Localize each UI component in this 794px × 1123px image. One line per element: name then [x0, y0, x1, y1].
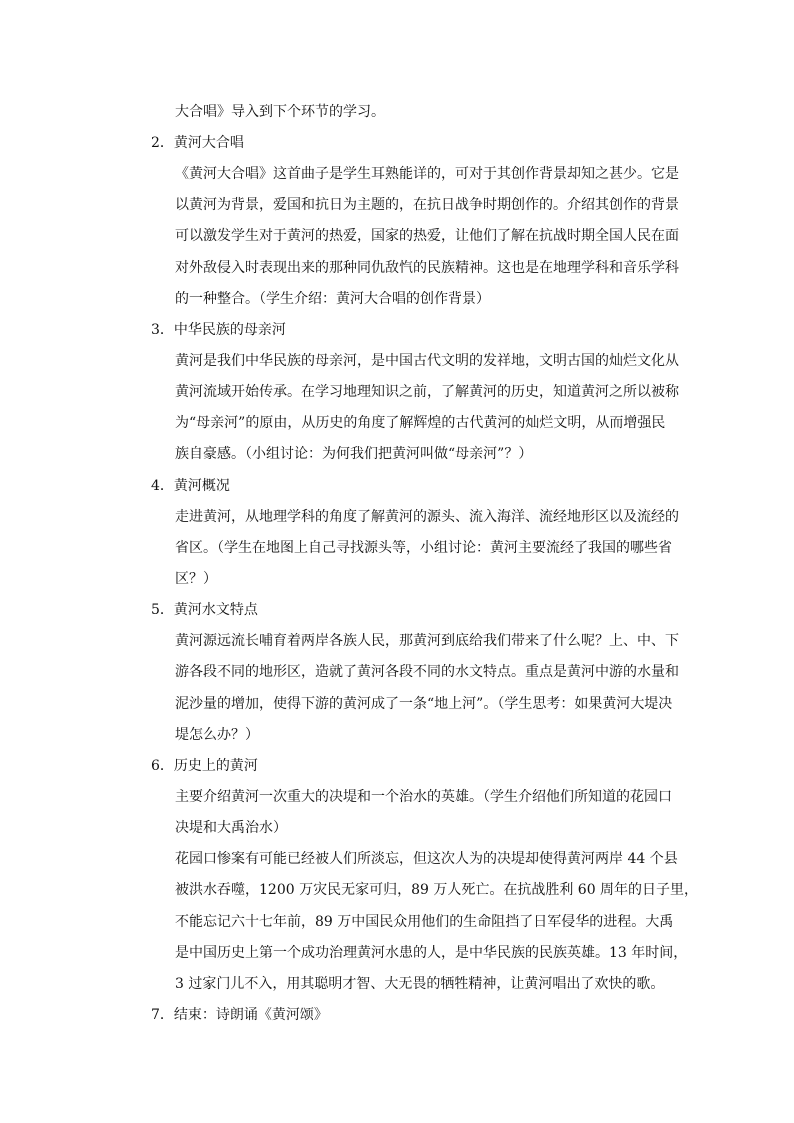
paragraph-line: 走进黄河，从地理学科的角度了解黄河的源头、流入海洋、流经地形区以及流经的 — [175, 509, 679, 525]
paragraph-line: 游各段不同的地形区，造就了黄河各段不同的水文特点。重点是黄河中游的水量和 — [175, 664, 679, 680]
section-heading-4: 4．黄河概况 — [151, 478, 230, 494]
paragraph-line: 对外敌侵入时表现出来的那种同仇敌忾的民族精神。这也是在地理学科和音乐学科 — [175, 260, 679, 276]
paragraph-line: 决堤和大禹治水） — [175, 820, 287, 836]
paragraph-line: 族自豪感。（小组讨论：为何我们把黄河叫做“母亲河”？） — [175, 446, 533, 462]
paragraph-line: 可以激发学生对于黄河的热爱，国家的热爱，让他们了解在抗战时期全国人民在面 — [175, 228, 679, 244]
paragraph-line: 被洪水吞噬，1200 万灾民无家可归，89 万人死亡。在抗战胜利 60 周年的日子里， — [175, 882, 699, 898]
paragraph-line: 主要介绍黄河一次重大的决堤和一个治水的英雄。（学生介绍他们所知道的花园口 — [175, 789, 672, 805]
paragraph-line: 以黄河为背景，爱国和抗日为主题的，在抗日战争时期创作的。介绍其创作的背景 — [175, 197, 679, 213]
paragraph-line: 黄河是我们中华民族的母亲河，是中国古代文明的发祥地，文明古国的灿烂文化从 — [175, 353, 679, 369]
paragraph-line: 省区。（学生在地图上自己寻找源头等，小组讨论：黄河主要流经了我国的哪些省 — [175, 540, 672, 556]
paragraph-line: 黄河流域开始传承。在学习地理知识之前，了解黄河的历史，知道黄河之所以被称 — [175, 384, 679, 400]
paragraph-line: 不能忘记六十七年前，89 万中国民众用他们的生命阻挡了日军侵华的进程。大禹 — [175, 914, 674, 930]
section-heading-2: 2．黄河大合唱 — [151, 135, 244, 151]
intro-line: 大合唱》导入到下个环节的学习。 — [175, 104, 385, 120]
section-heading-5: 5．黄河水文特点 — [151, 602, 258, 618]
paragraph-line: 3 过家门儿不入，用其聪明才智、大无畏的牺牲精神，让黄河唱出了欢快的歌。 — [175, 976, 665, 992]
paragraph-line: 黄河源远流长哺育着两岸各族人民，那黄河到底给我们带来了什么呢？上、中、下 — [175, 633, 679, 649]
paragraph-line: 区？） — [175, 571, 217, 587]
paragraph-line: 《黄河大合唱》这首曲子是学生耳熟能详的，可对于其创作背景却知之甚少。它是 — [175, 166, 679, 182]
paragraph-line: 为“母亲河”的原由，从历史的角度了解辉煌的古代黄河的灿烂文明，从而增强民 — [175, 415, 666, 431]
paragraph-line: 的一种整合。（学生介绍：黄河大合唱的创作背景） — [175, 291, 490, 307]
section-heading-6: 6．历史上的黄河 — [151, 758, 258, 774]
paragraph-line: 是中国历史上第一个成功治理黄河水患的人，是中华民族的民族英雄。13 年时间， — [175, 945, 688, 961]
section-heading-3: 3．中华民族的母亲河 — [151, 322, 286, 338]
paragraph-line: 泥沙量的增加，使得下游的黄河成了一条“地上河”。（学生思考：如果黄河大堤决 — [175, 696, 673, 712]
paragraph-line: 花园口惨案有可能已经被人们所淡忘，但这次人为的决堤却使得黄河两岸 44 个县 — [175, 851, 678, 867]
paragraph-line: 堤怎么办？） — [175, 727, 259, 743]
section-heading-7: 7．结束：诗朗诵《黄河颂》 — [151, 1007, 328, 1023]
